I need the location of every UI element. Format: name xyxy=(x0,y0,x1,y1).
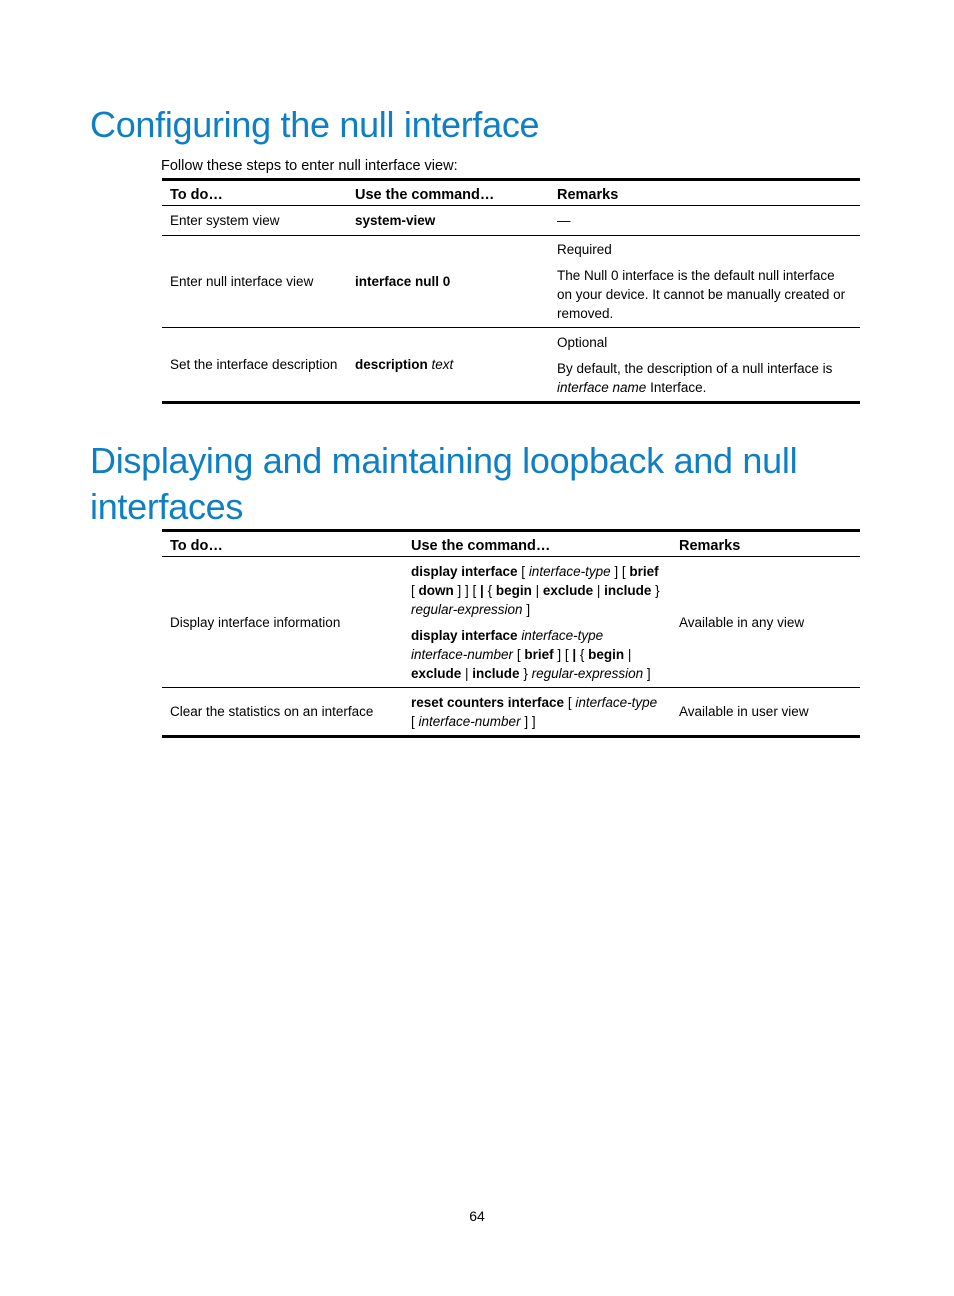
column-header-todo: To do… xyxy=(162,531,403,557)
command-cell xyxy=(403,557,671,688)
remarks-cell xyxy=(549,328,860,403)
table-header-row xyxy=(162,180,860,206)
table-row xyxy=(162,206,860,236)
remarks-cell: Available in any view xyxy=(671,557,860,688)
column-header-remarks: Remarks xyxy=(549,180,860,206)
remarks-cell: Available in user view xyxy=(671,688,860,737)
cell-paragraph: By default, the description of a null interface is interface name Interface. xyxy=(557,360,833,395)
display-maintain-table xyxy=(162,529,860,738)
todo-cell: Set the interface description xyxy=(162,328,347,403)
command-cell xyxy=(403,688,671,737)
cell-paragraph: Required xyxy=(557,242,612,257)
cell-paragraph: — xyxy=(557,213,571,228)
table-header-row xyxy=(162,531,860,557)
intro-text: Follow these steps to enter null interface view: xyxy=(161,158,458,174)
table-row xyxy=(162,236,860,328)
column-header-command: Use the command… xyxy=(403,531,671,557)
todo-cell: Enter system view xyxy=(162,206,347,236)
todo-cell: Enter null interface view xyxy=(162,236,347,328)
section-heading-null-interface: Configuring the null interface xyxy=(90,104,540,145)
cell-paragraph: display interface interface-type interface-number [ brief ] [ | { begin | exclude | include } regular-expression ] xyxy=(411,627,651,681)
command-cell: interface null 0 xyxy=(347,236,549,328)
todo-cell: Display interface information xyxy=(162,557,403,688)
cell-paragraph: The Null 0 interface is the default null interface on your device. It cannot be manually created or removed. xyxy=(557,268,846,321)
page-number: 64 xyxy=(469,1208,485,1224)
cell-paragraph: reset counters interface [ interface-type [ interface-number ] ] xyxy=(411,694,658,729)
todo-cell: Clear the statistics on an interface xyxy=(162,688,403,737)
null-interface-table xyxy=(162,178,860,404)
cell-paragraph: Optional xyxy=(557,334,608,350)
table-row xyxy=(162,328,860,403)
column-header-todo: To do… xyxy=(162,180,347,206)
remarks-cell xyxy=(549,206,860,236)
command-cell: description text xyxy=(347,328,549,403)
command-cell: system-view xyxy=(347,206,549,236)
remarks-cell xyxy=(549,236,860,328)
column-header-remarks: Remarks xyxy=(671,531,860,557)
column-header-command: Use the command… xyxy=(347,180,549,206)
section-heading-display-maintain: Displaying and maintaining loopback and null interfaces xyxy=(90,440,798,527)
cell-paragraph: display interface [ interface-type ] [ brief [ down ] ] [ | { begin | exclude | include } regular-expression ] xyxy=(411,563,660,617)
table-row xyxy=(162,688,860,737)
table-row xyxy=(162,557,860,688)
